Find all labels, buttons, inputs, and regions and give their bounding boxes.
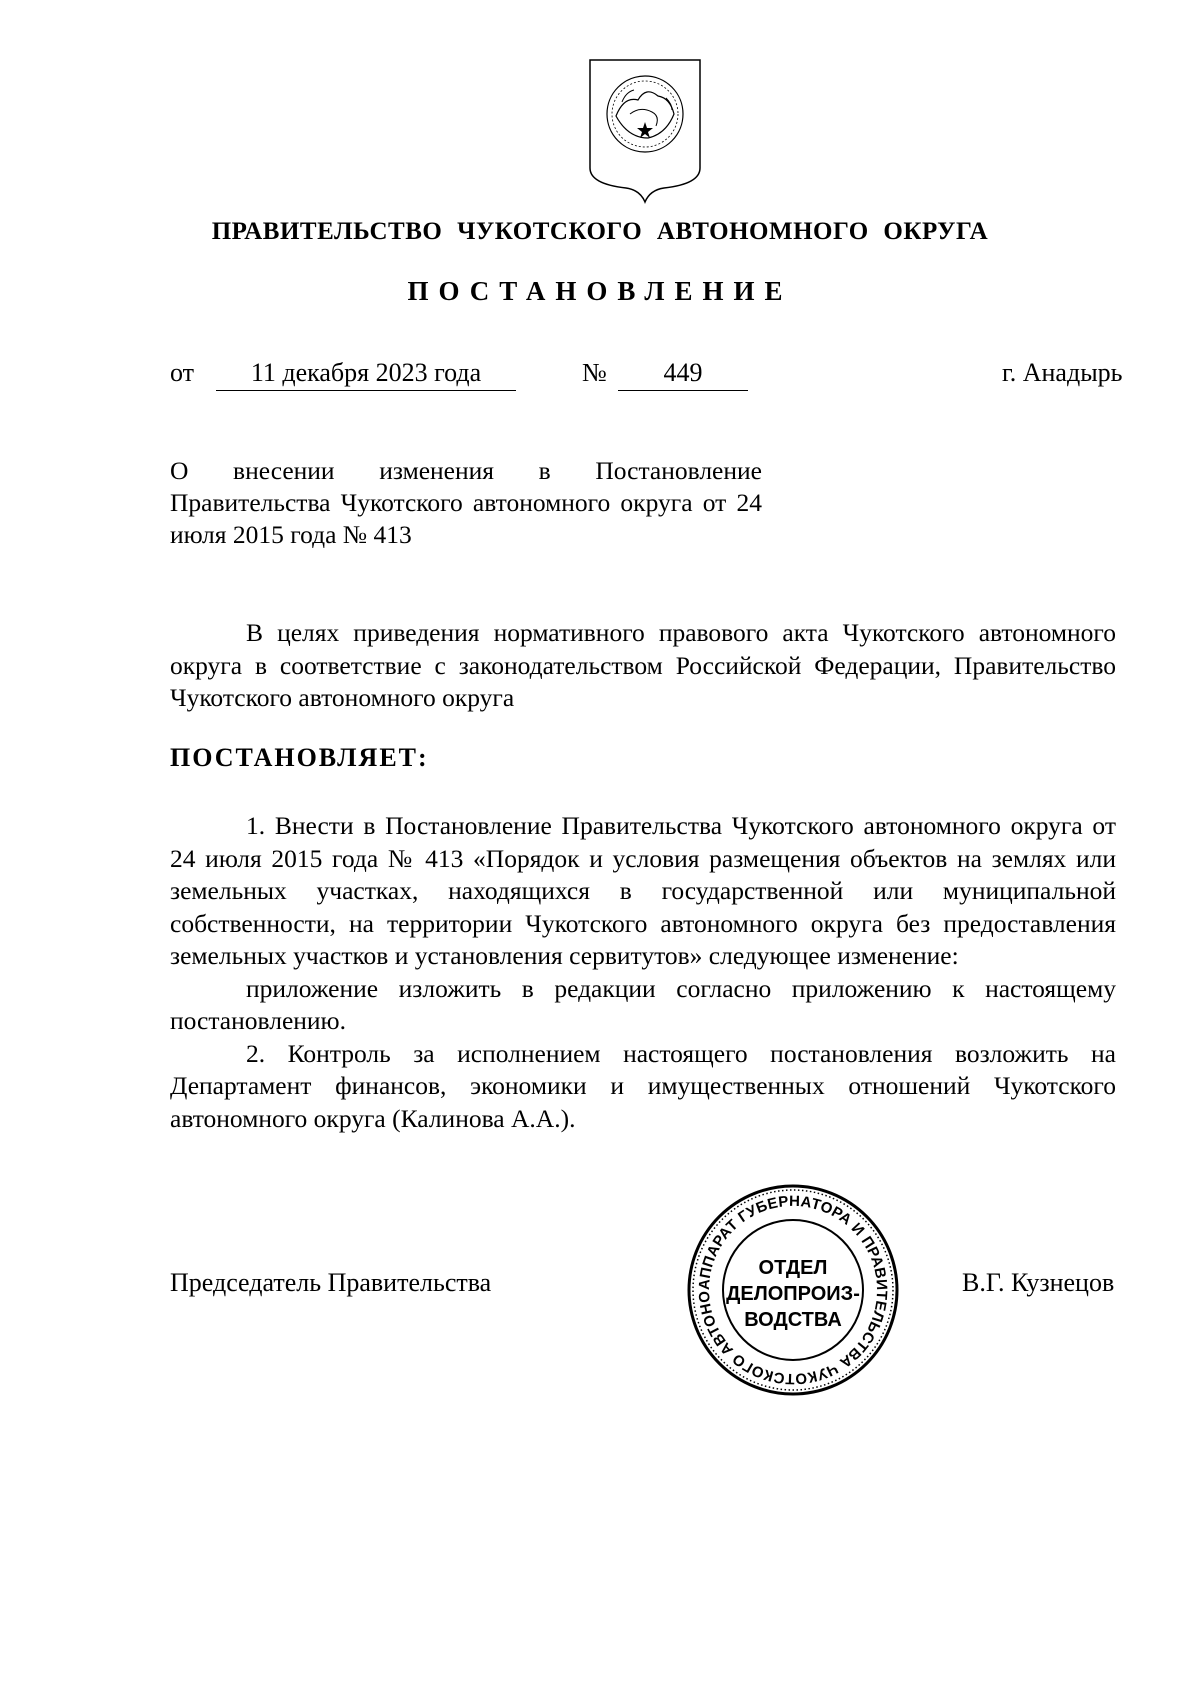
document-date bbox=[216, 356, 516, 391]
signatory-name: В.Г. Кузнецов bbox=[962, 1268, 1115, 1297]
organization-name: ПРАВИТЕЛЬСТВО ЧУКОТСКОГО АВТОНОМНОГО ОКРУГА bbox=[211, 218, 989, 245]
preamble-text: В целях приведения нормативного правового акта Чукотского автономного округа в соответствие с законодательством Российской Федерации, Правительство Чукотского автономного округа bbox=[170, 618, 1116, 712]
document-subject: О внесении изменения в Постановление Правительства Чукотского автономного округа от 24 июля 2015 года № 413 bbox=[170, 456, 762, 549]
item-1-detail: приложение изложить в редакции согласно приложению к настоящему постановлению. bbox=[170, 973, 1116, 1035]
coat-of-arms-icon bbox=[586, 56, 704, 206]
stamp-center-line-3: ВОДСТВА bbox=[744, 1309, 842, 1331]
number-label: № bbox=[582, 358, 607, 387]
preamble bbox=[170, 617, 1116, 715]
document-date-value: 11 декабря 2023 года bbox=[216, 356, 516, 391]
item-1: 1. Внести в Постановление Правительства Чукотского автономного округа от 24 июля 2015 года № 413 «Порядок и условия размещения объектов на землях или земельных участках, находящихся в государственной или муниципальной собственности, на территории Чукотского автономного округа без предоставления земельных участков и установления сервитутов» следующее изменение: bbox=[170, 811, 1116, 970]
document-number-value: 449 bbox=[618, 356, 748, 391]
stamp-center-line-2: ДЕЛОПРОИЗ- bbox=[726, 1283, 860, 1305]
stamp-ring-text: АППАРАТ ГУБЕРНАТОРА И ПРАВИТЕЛЬСТВА ЧУКОТСКОГО АВТОНО bbox=[695, 1192, 891, 1388]
signatory-position: Председатель Правительства bbox=[170, 1268, 492, 1297]
date-prefix: от bbox=[170, 358, 195, 387]
city: г. Анадырь bbox=[1002, 358, 1123, 387]
stamp-center-line-1: ОТДЕЛ bbox=[758, 1257, 828, 1279]
resolution-items bbox=[170, 810, 1116, 1135]
item-2: 2. Контроль за исполнением настоящего постановления возложить на Департамент финансов, экономики и имущественных отношений Чукотского автономного округа (Калинова А.А.). bbox=[170, 1038, 1116, 1133]
document-number bbox=[618, 356, 748, 391]
official-stamp bbox=[685, 1182, 901, 1398]
resolves-heading: ПОСТАНОВЛЯЕТ: bbox=[170, 743, 429, 772]
document-type-title: ПОСТАНОВЛЕНИЕ bbox=[407, 276, 793, 306]
